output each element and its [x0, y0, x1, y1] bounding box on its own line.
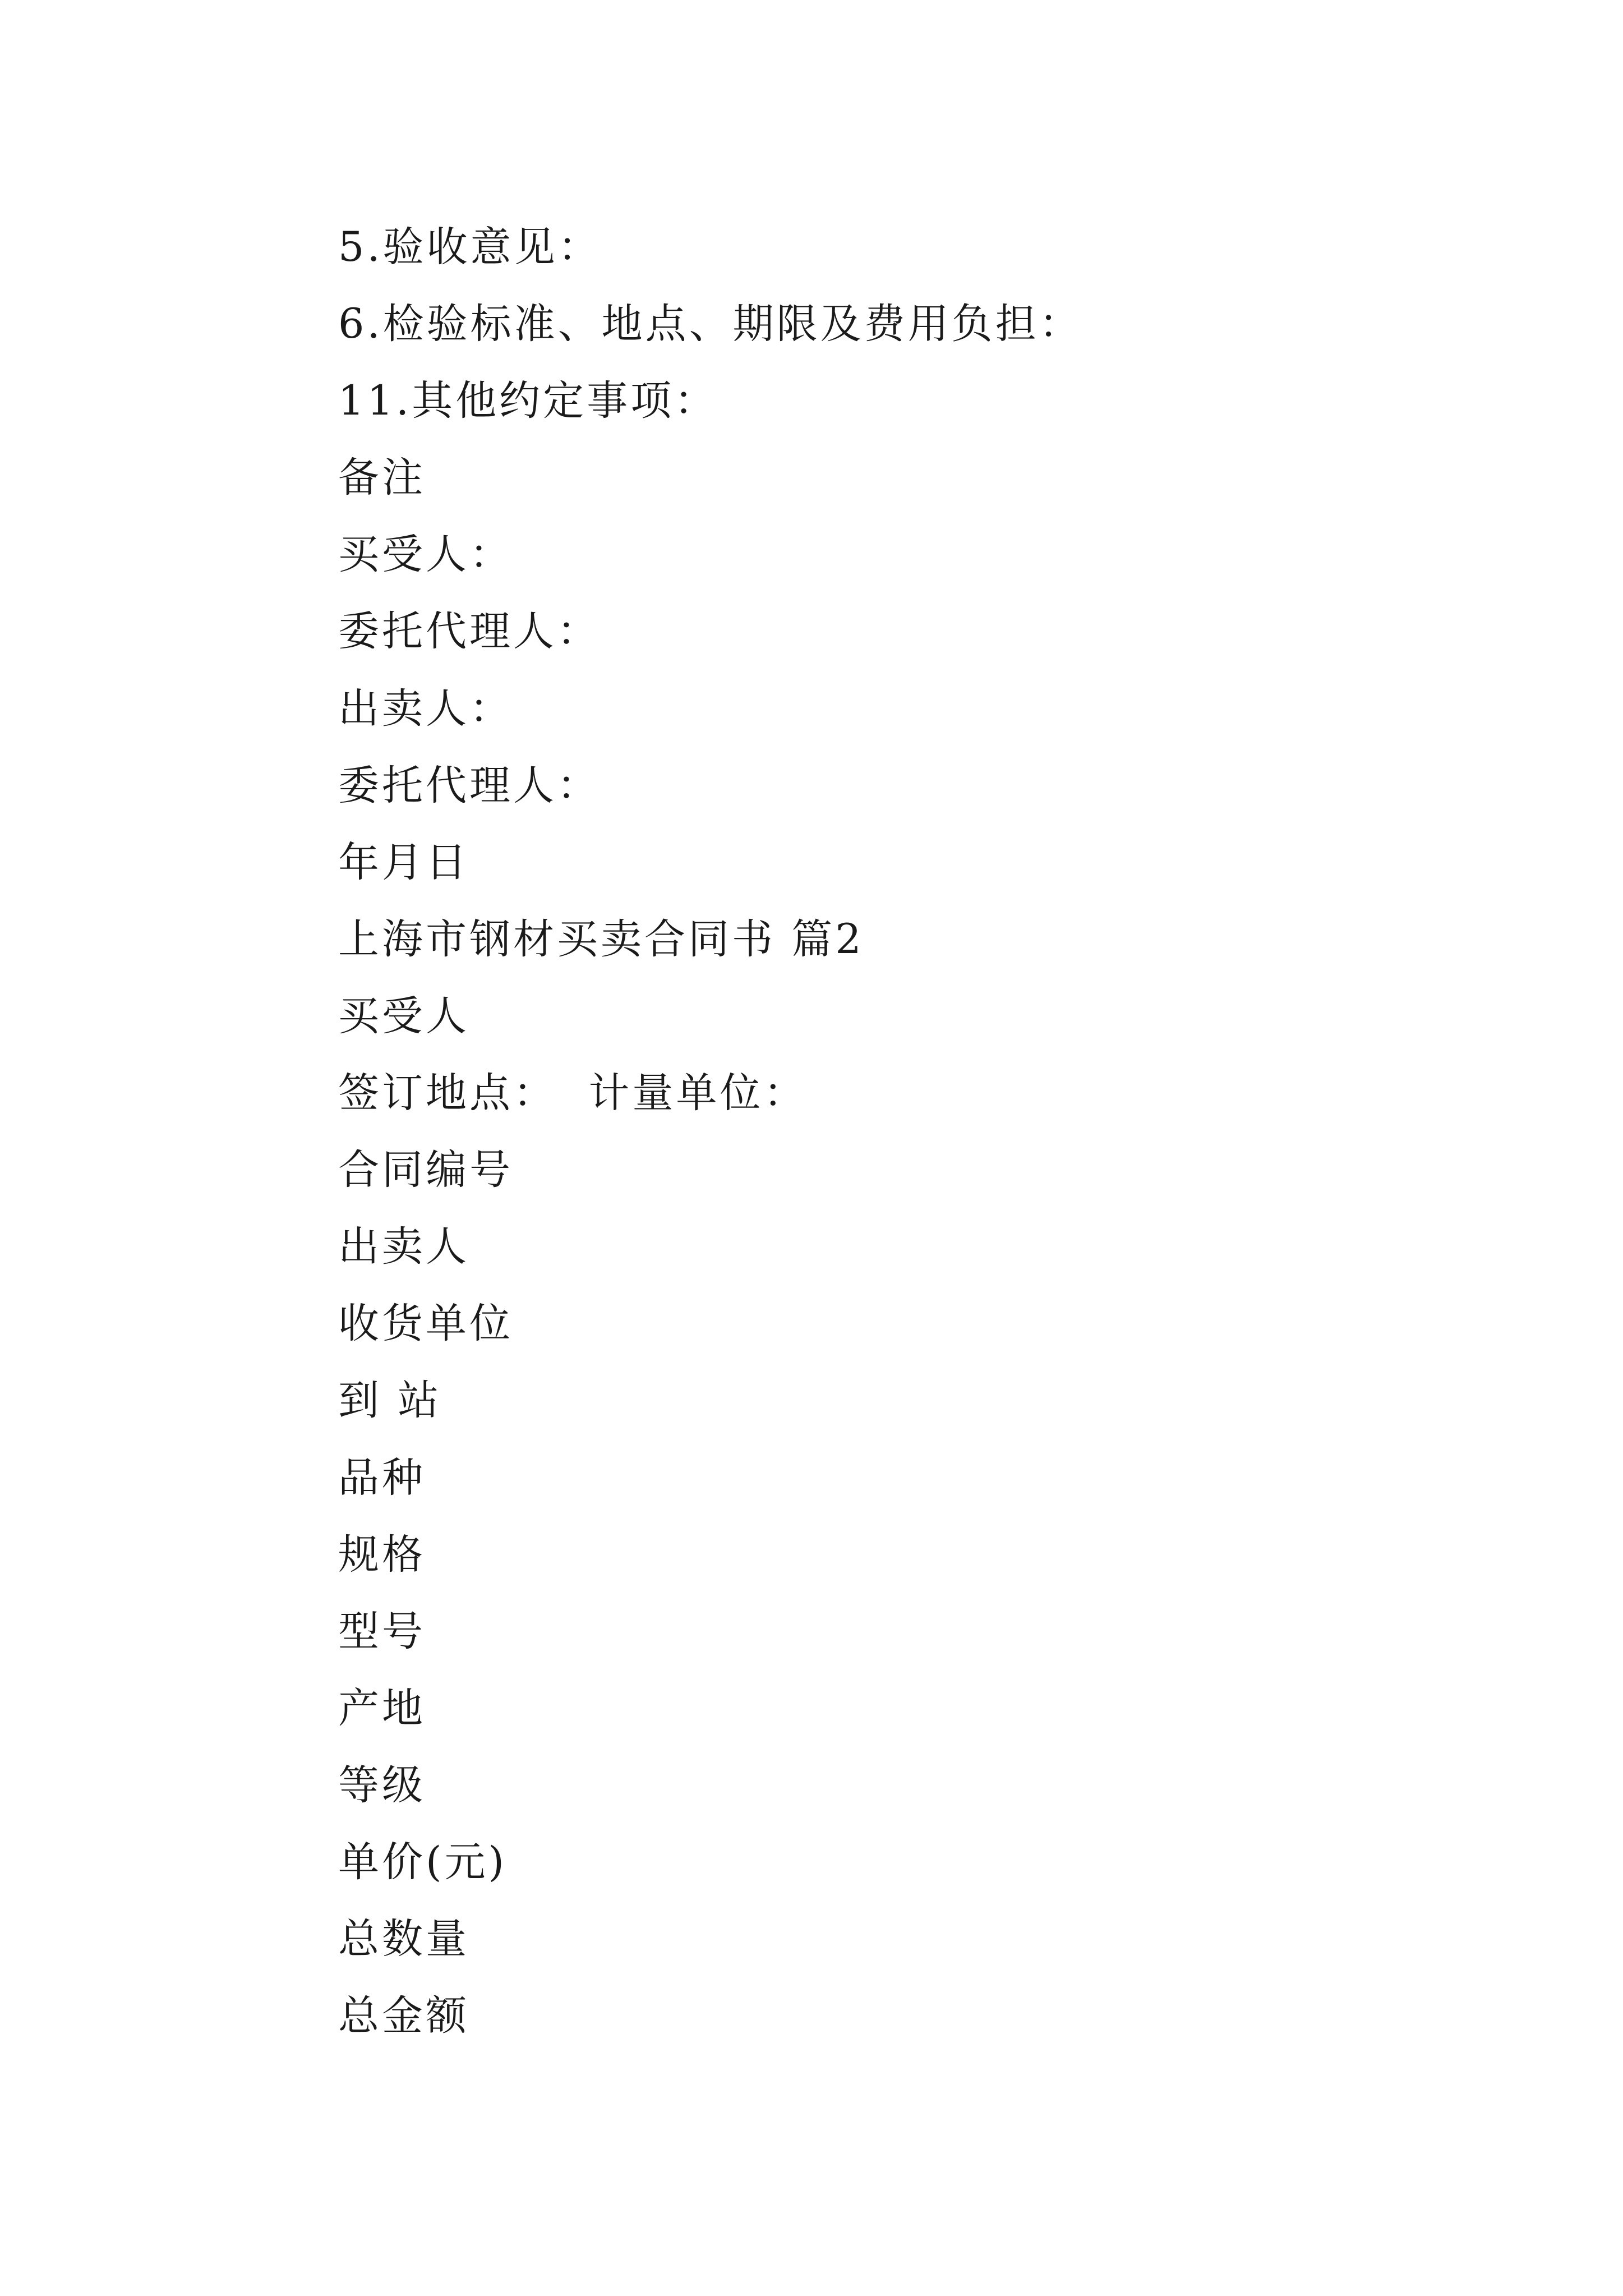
- variety-label: 品种: [338, 1453, 426, 1502]
- inspection-standard-line: 6.检验标准、地点、期限及费用负担：: [338, 300, 1083, 348]
- receiving-unit-label: 收货单位: [338, 1300, 513, 1348]
- buyer-label: 买受人: [338, 992, 469, 1040]
- remarks-line: 备注: [338, 454, 426, 502]
- buyer-agent-line: 委托代理人：: [338, 608, 601, 656]
- seller-agent-line: 委托代理人：: [338, 761, 601, 809]
- acceptance-opinion-line: 5.验收意见：: [338, 223, 602, 271]
- seller-label: 出卖人: [338, 1223, 469, 1271]
- total-amount-label: 总金额: [338, 1992, 469, 2040]
- contract-number-label: 合同编号: [338, 1146, 513, 1194]
- other-agreements-line: 11.其他约定事项：: [338, 377, 718, 425]
- destination-station-label: 到 站: [338, 1377, 442, 1425]
- seller-signature-line: 出卖人：: [338, 684, 513, 733]
- specification-label: 规格: [338, 1530, 426, 1579]
- unit-price-label: 单价(元): [338, 1838, 507, 1886]
- buyer-signature-line: 买受人：: [338, 531, 513, 579]
- model-label: 型号: [338, 1607, 426, 1655]
- signing-place-line: 签订地点： 计量单位：: [338, 1069, 808, 1117]
- grade-label: 等级: [338, 1761, 426, 1809]
- document-body: [338, 209, 1460, 2054]
- origin-label: 产地: [338, 1684, 426, 1732]
- section-title: 上海市钢材买卖合同书 篇2: [338, 915, 864, 963]
- total-quantity-label: 总数量: [338, 1915, 469, 1963]
- date-line: 年月日: [338, 838, 469, 886]
